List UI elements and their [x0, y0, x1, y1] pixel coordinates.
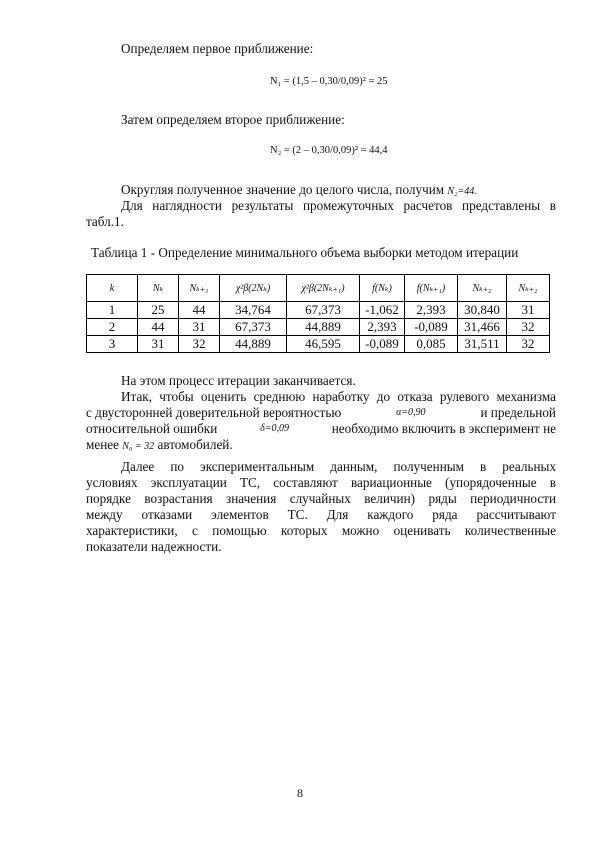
table-cell: 2,393	[405, 302, 458, 319]
experimental-line-1: Далее по экспериментальным данным, полученным в реальных	[121, 459, 556, 474]
table-cell: 34,764	[220, 302, 287, 319]
table-cell: 2	[87, 319, 138, 336]
conclusion-line-4a: менее	[86, 437, 119, 452]
header-cell: f(Nₖ₊₁)	[405, 275, 458, 302]
n0-value: N₀ = 32	[122, 441, 155, 452]
iteration-table	[86, 274, 550, 353]
table-cell: 31	[507, 302, 550, 319]
table-cell: 30,840	[458, 302, 507, 319]
table-row	[87, 319, 550, 336]
table-cell: -0,089	[360, 336, 405, 353]
table-cell: 44	[179, 302, 220, 319]
header-cell: Nₖ₊₁	[179, 275, 220, 302]
conclusion-line-2c: и предельной	[480, 405, 556, 420]
paragraph-first-approximation: Определяем первое приближение:	[121, 41, 314, 56]
table-cell: 31,466	[458, 319, 507, 336]
table-cell: 3	[87, 336, 138, 353]
conclusion-line-4c: автомобилей.	[157, 437, 233, 452]
table-cell: -0,089	[405, 319, 458, 336]
formula-n1: N₁ = (1,5 – 0,30/0,09)² = 25	[270, 76, 388, 87]
paragraph-table-intro	[86, 198, 556, 230]
header-cell: χ²β(2Nₖ)	[220, 275, 287, 302]
table-cell: 46,595	[287, 336, 360, 353]
conclusion-line-3a: относительной ошибки	[86, 421, 218, 436]
table-cell: 44,889	[220, 336, 287, 353]
conclusion-line-2a: с двусторонней доверительной вероятностью	[86, 405, 342, 420]
table-intro-line-2: табл.1.	[86, 214, 124, 229]
table-cell: 2,393	[360, 319, 405, 336]
table-cell: 0,085	[405, 336, 458, 353]
table-row	[87, 302, 550, 319]
experimental-line-5: характеристики, с помощью которых можно оценивать количественные	[86, 523, 556, 538]
formula-n2: N₂ = (2 – 0,30/0,09)² = 44,4	[270, 145, 388, 156]
conclusion-line-3c: необходимо включить в эксперимент не	[331, 421, 556, 436]
experimental-line-6: показатели надежности.	[86, 539, 222, 554]
header-cell: Nₖ₊₂	[458, 275, 507, 302]
header-cell: f(Nₖ)	[360, 275, 405, 302]
paragraph-second-approximation: Затем определяем второе приближение:	[121, 112, 345, 127]
paragraph-iteration-end: На этом процесс итерации заканчивается.	[121, 373, 356, 388]
experimental-line-2: условиях эксплуатации ТС, составляют вариационные (упорядоченные в	[86, 475, 556, 490]
page-number: 8	[297, 786, 303, 800]
header-cell: k	[87, 275, 138, 302]
table-cell: -1,062	[360, 302, 405, 319]
table-cell: 67,373	[287, 302, 360, 319]
experimental-line-3: порядке возрастания значения случайных величин) ряды периодичности	[86, 491, 556, 506]
header-cell: χ²β(2Nₖ₊₁)	[287, 275, 360, 302]
delta-value: δ=0,09	[260, 423, 289, 434]
paragraph-experimental-data	[86, 459, 556, 555]
table-row	[87, 336, 550, 353]
experimental-line-4: между отказами элементов ТС. Для каждого ряда рассчитывают	[86, 507, 556, 522]
header-cell: Nₖ	[138, 275, 179, 302]
paragraph-conclusion	[86, 389, 556, 453]
table-cell: 32	[507, 336, 550, 353]
table-cell: 31,511	[458, 336, 507, 353]
table-cell: 44,889	[287, 319, 360, 336]
rounding-value: N₂=44.	[447, 186, 477, 197]
table-cell: 32	[507, 319, 550, 336]
table-cell: 32	[179, 336, 220, 353]
table-caption: Таблица 1 - Определение минимального объема выборки методом итерации	[91, 245, 519, 260]
table-cell: 1	[87, 302, 138, 319]
table-intro-line-1: Для наглядности результаты промежуточных расчетов представлены в	[121, 198, 556, 213]
table-cell: 44	[138, 319, 179, 336]
table-cell: 31	[179, 319, 220, 336]
alpha-value: α=0,90	[396, 407, 426, 418]
header-cell: Nₖ₊₂	[507, 275, 550, 302]
table-cell: 25	[138, 302, 179, 319]
table-cell: 31	[138, 336, 179, 353]
table-cell: 67,373	[220, 319, 287, 336]
table-header-row	[87, 275, 550, 302]
rounding-text: Округляя полученное значение до целого числа, получим	[121, 182, 445, 197]
conclusion-line-1: Итак, чтобы оценить среднюю наработку до отказа рулевого механизма	[121, 389, 556, 404]
